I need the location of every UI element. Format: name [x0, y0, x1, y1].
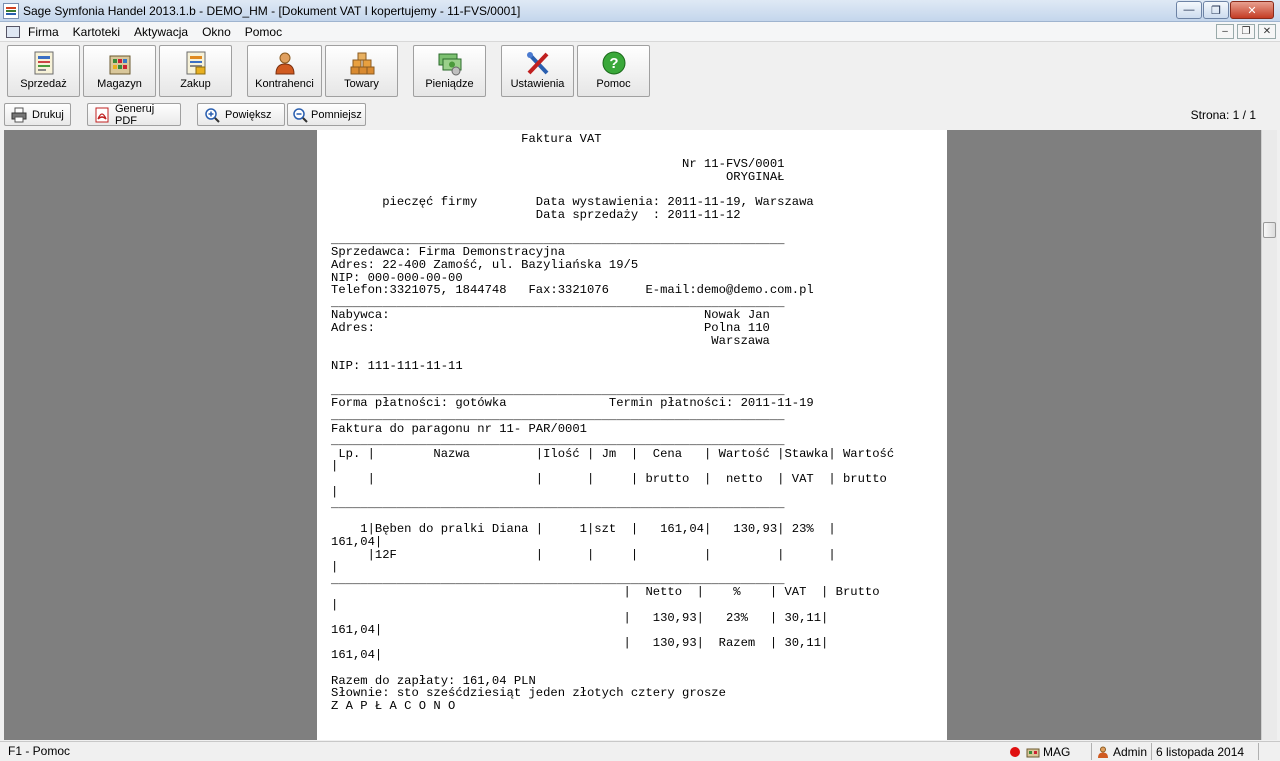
- invoice-line: pieczęć firmy Data wystawienia: 2011-11-19, Warszawa: [331, 194, 814, 209]
- zoom-out-button[interactable]: [287, 103, 366, 126]
- magazyn-button[interactable]: [83, 45, 156, 97]
- invoice-line: 161,04|: [331, 648, 383, 663]
- invoice-line: Sprzedawca: Firma Demonstracyjna: [331, 245, 566, 260]
- invoice-line: NIP: 000-000-00-00: [331, 270, 463, 285]
- restore-button[interactable]: ❐: [1203, 1, 1229, 19]
- invoice-line: Faktura VAT: [331, 132, 602, 146]
- user-indicator: [1091, 743, 1151, 760]
- invoice-line: Telefon:3321075, 1844748 Fax:3321076 E-mail:demo@demo.com.pl: [331, 283, 814, 298]
- invoice-line: Warszawa: [331, 333, 770, 348]
- print-button[interactable]: [4, 103, 71, 126]
- print-preview-area[interactable]: [4, 130, 1261, 740]
- zoom-out-icon: [292, 107, 308, 123]
- invoice-line: Adres: Polna 110: [331, 320, 770, 335]
- page-indicator: Strona: 1 / 1: [1190, 108, 1256, 122]
- close-button[interactable]: ✕: [1230, 1, 1274, 19]
- towary-button[interactable]: [325, 45, 398, 97]
- zoom-in-label: Powiększ: [225, 108, 272, 121]
- warehouse-icon: [106, 50, 134, 76]
- doc-minimize-button[interactable]: –: [1216, 24, 1234, 39]
- warehouse-icon: [1026, 746, 1040, 758]
- help-hint: F1 - Pomoc: [8, 744, 71, 758]
- scrollbar-thumb[interactable]: [1263, 222, 1276, 238]
- user-icon: [1096, 746, 1110, 758]
- ustawienia-label: Ustawienia: [510, 78, 565, 90]
- generate-pdf-label: Generuj PDF: [115, 102, 155, 127]
- minimize-button[interactable]: —: [1176, 1, 1202, 19]
- menu-okno[interactable]: Okno: [202, 24, 231, 39]
- invoice-line: | 130,93| 23% | 30,11|: [331, 610, 829, 625]
- doc-restore-button[interactable]: ❐: [1237, 24, 1255, 39]
- invoice-line: Słownie: sto sześćdziesiąt jeden złotych cztery grosze: [331, 686, 726, 701]
- menu-pomoc[interactable]: Pomoc: [244, 24, 283, 39]
- invoice-line: | Netto | % | VAT | Brutto: [331, 585, 880, 600]
- person-icon: [271, 50, 299, 76]
- invoice-line: 1|Bęben do pralki Diana | 1|szt | 161,04| 130,93| 23% |: [331, 522, 836, 537]
- pieniadze-label: Pieniądze: [425, 78, 474, 90]
- help-icon: [600, 50, 628, 76]
- invoice-line: |: [331, 597, 339, 612]
- menu-kartoteki[interactable]: Kartoteki: [72, 24, 121, 39]
- date-label: 6 listopada 2014: [1156, 744, 1245, 759]
- pdf-icon: [94, 107, 110, 123]
- module-indicator: [1006, 743, 1091, 760]
- invoice-line: NIP: 111-111-11-11: [331, 358, 463, 373]
- invoice-line: [331, 347, 931, 360]
- preview-toolbar: [0, 101, 1280, 129]
- pomoc-label: Pomoc: [596, 78, 631, 90]
- title-bar: [0, 0, 1280, 22]
- resize-grip[interactable]: [1258, 743, 1280, 760]
- invoice-icon: [30, 50, 58, 76]
- pieniadze-button[interactable]: [413, 45, 486, 97]
- pomoc-button[interactable]: [577, 45, 650, 97]
- vertical-scrollbar[interactable]: [1261, 130, 1277, 740]
- invoice-line: ______________________________________________________________: [331, 572, 785, 587]
- window-title: Sage Symfonia Handel 2013.1.b - DEMO_HM - [Dokument VAT I kopertujemy - 11-FVS/0001]: [23, 3, 521, 18]
- document-window-controls: [1213, 24, 1276, 39]
- invoice-line: Z A P Ł A C O N O: [331, 698, 456, 713]
- zoom-in-button[interactable]: [197, 103, 285, 126]
- date-indicator: [1151, 743, 1258, 760]
- invoice-line: ______________________________________________________________: [331, 232, 785, 247]
- sprzedaz-button[interactable]: [7, 45, 80, 97]
- document-window-icon[interactable]: [6, 26, 20, 38]
- zakup-label: Zakup: [180, 78, 211, 90]
- invoice-line: ______________________________________________________________: [331, 497, 785, 512]
- invoice-line: 161,04|: [331, 623, 383, 638]
- invoice-line: Razem do zapłaty: 161,04 PLN: [331, 673, 536, 688]
- magazyn-label: Magazyn: [97, 78, 142, 90]
- invoice-line: Data sprzedaży : 2011-11-12: [331, 207, 741, 222]
- invoice-line: |: [331, 484, 339, 499]
- invoice-line: [331, 372, 931, 385]
- invoice-line: ______________________________________________________________: [331, 409, 785, 424]
- menu-aktywacja[interactable]: Aktywacja: [134, 24, 189, 39]
- status-dot-icon: [1010, 747, 1020, 757]
- boxes-icon: [348, 50, 376, 76]
- invoice-line: [331, 221, 931, 234]
- invoice-line: |: [331, 560, 339, 575]
- zoom-out-label: Pomniejsz: [311, 108, 362, 121]
- svg-text:?: ?: [608, 55, 619, 72]
- invoice-line: ______________________________________________________________: [331, 295, 785, 310]
- status-bar: [0, 741, 1280, 760]
- invoice-line: [331, 662, 931, 675]
- generate-pdf-button[interactable]: [87, 103, 181, 126]
- towary-label: Towary: [344, 78, 379, 90]
- invoice-line: Forma płatności: gotówka Termin płatności: 2011-11-19: [331, 396, 814, 411]
- invoice-line: ______________________________________________________________: [331, 434, 785, 449]
- invoice-line: |: [331, 459, 339, 474]
- invoice-line: Lp. | Nazwa |Ilość | Jm | Cena | Wartość |Stawka| Wartość: [331, 446, 895, 461]
- invoice-line: ORYGINAŁ: [331, 169, 785, 184]
- print-label: Drukuj: [32, 108, 64, 121]
- module-label: MAG: [1042, 744, 1071, 759]
- invoice-line: 161,04|: [331, 535, 383, 549]
- ustawienia-button[interactable]: [501, 45, 574, 97]
- invoice-line: | 130,93| Razem | 30,11|: [331, 635, 829, 650]
- invoice-line: Adres: 22-400 Zamość, ul. Bazyliańska 19/5: [331, 257, 639, 272]
- money-icon: [436, 50, 464, 76]
- invoice-line: ______________________________________________________________: [331, 383, 785, 398]
- invoice-line: |12F | | | | | |: [331, 547, 836, 562]
- purchase-icon: [182, 50, 210, 76]
- user-label: Admin: [1112, 744, 1147, 759]
- sprzedaz-label: Sprzedaż: [20, 78, 67, 90]
- invoice-line: | | | | brutto | netto | VAT | brutto: [331, 472, 887, 487]
- zoom-in-icon: [204, 107, 220, 123]
- document-page: [317, 130, 947, 740]
- printer-icon: [11, 107, 27, 123]
- window-controls: [1175, 1, 1274, 19]
- status-cells: [1006, 742, 1280, 761]
- main-toolbar: [0, 42, 1280, 100]
- invoice-line: Faktura do paragonu nr 11- PAR/0001: [331, 421, 587, 436]
- tools-icon: [524, 50, 552, 76]
- invoice-text: [331, 133, 931, 712]
- invoice-line: Nabywca: Nowak Jan: [331, 308, 770, 323]
- kontrahenci-label: Kontrahenci: [255, 78, 314, 90]
- app-icon[interactable]: [3, 3, 19, 19]
- menu-bar: [0, 22, 1280, 42]
- kontrahenci-button[interactable]: [247, 45, 322, 97]
- doc-close-button[interactable]: ✕: [1258, 24, 1276, 39]
- invoice-line: Nr 11-FVS/0001: [331, 157, 785, 172]
- menu-firma[interactable]: Firma: [28, 24, 59, 39]
- zakup-button[interactable]: [159, 45, 232, 97]
